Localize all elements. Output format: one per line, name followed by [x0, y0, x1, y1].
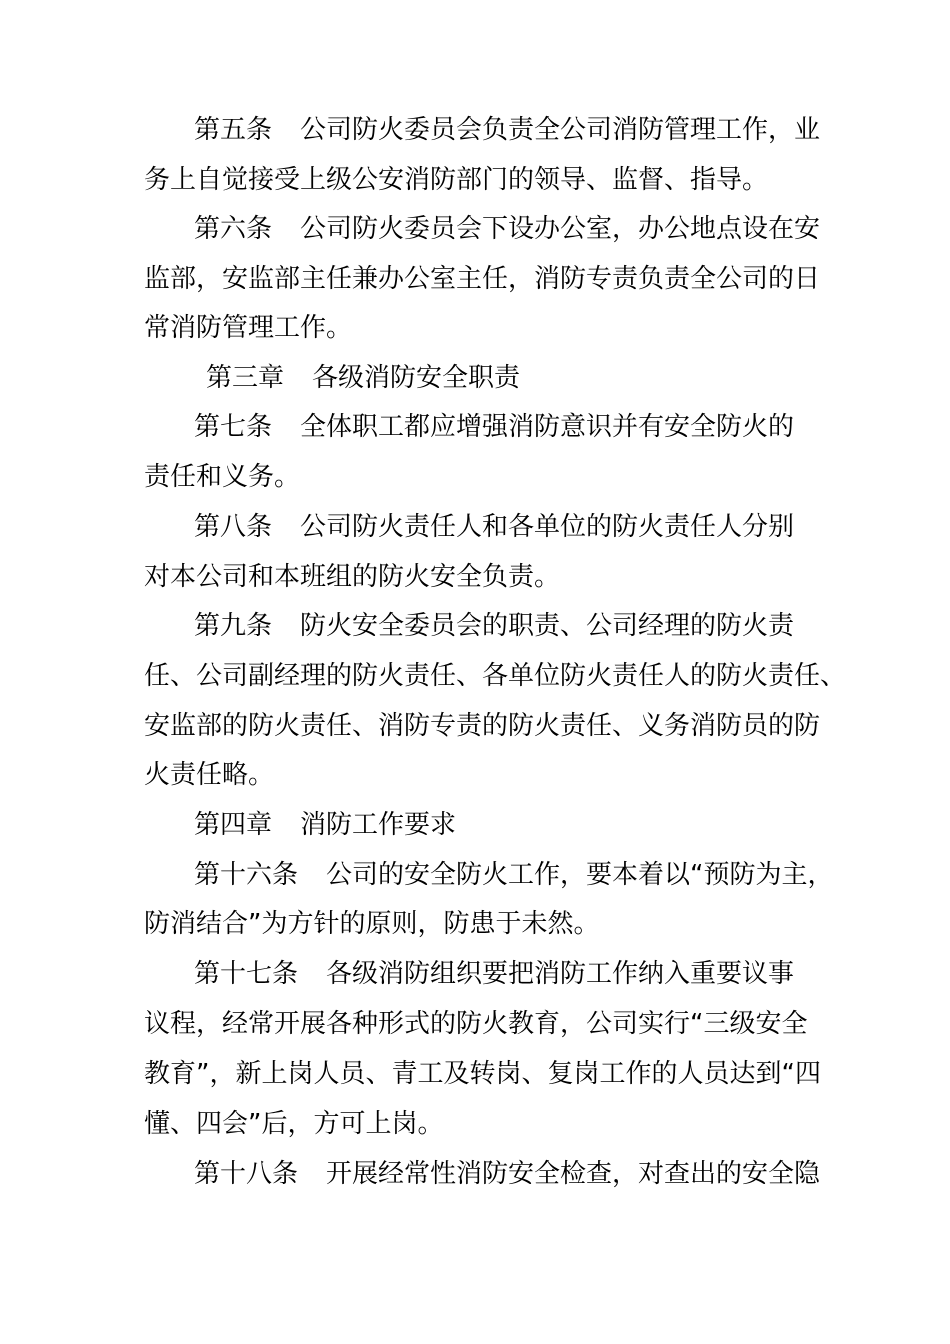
article-9-line-1 [194, 610, 844, 642]
paragraph-text: 任、公司副经理的防火责任、各单位防火责任人的防火责任、 [144, 661, 847, 691]
paragraph-text: 公司防火委员会下设办公室，办公地点设在安 [300, 214, 821, 244]
chapter-4-heading [194, 809, 844, 841]
chapter-title: 消防工作要求 [300, 810, 457, 840]
paragraph-text: 安监部的防火责任、消防专责的防火责任、义务消防员的防 [144, 711, 821, 741]
paragraph-text: 公司防火责任人和各单位的防火责任人分别 [300, 512, 795, 542]
article-heading: 第十七条 [194, 959, 299, 989]
article-8-line-2 [144, 561, 844, 593]
article-heading: 第十八条 [194, 1159, 299, 1189]
paragraph-text: 监部，安监部主任兼办公室主任，消防专责负责全公司的日 [144, 264, 821, 294]
article-heading: 第十六条 [194, 860, 299, 890]
article-17-line-2 [144, 1008, 844, 1040]
paragraph-text: 全体职工都应增强消防意识并有安全防火的 [300, 412, 795, 442]
paragraph-text: 务上自觉接受上级公安消防部门的领导、监督、指导。 [144, 165, 769, 195]
article-heading: 第七条 [194, 412, 273, 442]
paragraph-text: 教育”，新上岗人员、青工及转岗、复岗工作的人员达到“四 [144, 1059, 821, 1089]
paragraph-text: 开展经常性消防安全检查，对查出的安全隐 [326, 1159, 821, 1189]
article-6-line-1 [194, 213, 844, 245]
paragraph-text: 议程，经常开展各种形式的防火教育，公司实行“三级安全 [144, 1009, 808, 1039]
article-6-line-2 [144, 263, 844, 295]
paragraph-text: 防火安全委员会的职责、公司经理的防火责 [300, 611, 795, 641]
article-heading: 第六条 [194, 214, 273, 244]
paragraph-text: 火责任略。 [144, 760, 275, 790]
article-7-line-1 [194, 411, 844, 443]
article-9-line-4 [144, 759, 844, 791]
paragraph-text: 防消结合”为方针的原则，防患于未然。 [144, 909, 600, 939]
paragraph-text: 各级消防组织要把消防工作纳入重要议事 [326, 959, 795, 989]
chapter-number: 第四章 [194, 810, 273, 840]
article-5-line-2 [144, 164, 844, 196]
paragraph-text: 懂、四会”后，方可上岗。 [144, 1109, 444, 1139]
article-7-line-2 [144, 461, 844, 493]
paragraph-text: 责任和义务。 [144, 462, 301, 492]
chapter-title: 各级消防安全职责 [312, 363, 521, 393]
article-heading: 第九条 [194, 611, 273, 641]
article-6-line-3 [144, 312, 844, 344]
paragraph-text: 公司的安全防火工作，要本着以“预防为主， [326, 860, 834, 890]
chapter-number: 第三章 [206, 363, 285, 393]
article-18-line-1 [194, 1158, 844, 1190]
article-9-line-2 [144, 660, 847, 692]
article-heading: 第五条 [194, 115, 273, 145]
paragraph-text: 常消防管理工作。 [144, 313, 353, 343]
article-9-line-3 [144, 710, 844, 742]
paragraph-text: 对本公司和本班组的防火安全负责。 [144, 562, 561, 592]
article-17-line-3 [144, 1058, 844, 1090]
article-17-line-4 [144, 1108, 844, 1140]
article-heading: 第八条 [194, 512, 273, 542]
article-16-line-2 [144, 908, 844, 940]
article-16-line-1 [194, 859, 844, 891]
article-17-line-1 [194, 958, 844, 990]
article-8-line-1 [194, 511, 844, 543]
paragraph-text: 公司防火委员会负责全公司消防管理工作，业 [300, 115, 821, 145]
article-5-line-1 [194, 114, 844, 146]
chapter-3-heading [206, 362, 846, 394]
